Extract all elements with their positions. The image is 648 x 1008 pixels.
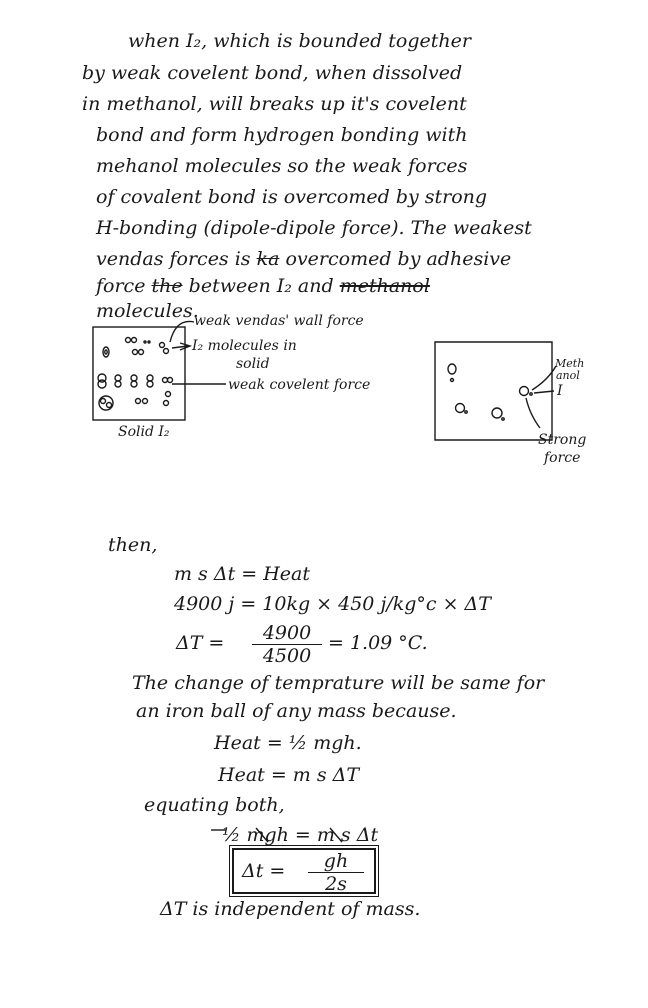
numerator: 4900 [262, 622, 312, 644]
text-line: when I₂, which is bounded together [128, 30, 471, 52]
label-molecules-solid: solid [236, 356, 270, 372]
numerator: gh [323, 850, 349, 872]
label-methanol: Meth [555, 357, 585, 370]
fraction [252, 622, 322, 667]
label-iodine: I [557, 383, 563, 399]
equation: Heat = m s ΔT [218, 764, 360, 786]
text-fragment: vendas forces is [96, 248, 251, 270]
boxed-result [232, 848, 376, 894]
label-molecules: I₂ molecules in [192, 338, 297, 354]
text-line: by weak covelent bond, when dissolved [82, 62, 463, 84]
text-line: H-bonding (dipole-dipole force). The weakest [96, 217, 532, 239]
methanol-box [435, 342, 552, 440]
denominator: 2s [308, 872, 364, 895]
text-line: The change of temprature will be same for [132, 672, 545, 694]
text-line: in methanol, will breaks up it's covelent [82, 93, 467, 115]
struck-word: ka [256, 248, 280, 270]
text-line: of covalent bond is overcomed by strong [96, 186, 488, 208]
equation-rhs: = 1.09 °C. [328, 632, 428, 654]
denominator: 4500 [252, 644, 322, 667]
text-line: molecules. [96, 300, 199, 322]
text-line: then, [108, 534, 158, 556]
text-fragment: overcomed by adhesive [285, 248, 512, 270]
label-vdw-force: weak vendas' wall force [194, 313, 364, 329]
conclusion: ΔT is independent of mass. [160, 898, 421, 920]
text-fragment: force [96, 275, 146, 297]
label-covalent-force: weak covelent force [228, 377, 371, 393]
label-methanol-2: anol [556, 369, 580, 382]
text-line: bond and form hydrogen bonding with [96, 124, 468, 146]
equation: ½ mgh = m s Δt [222, 824, 379, 846]
label-strong: Strong [538, 432, 587, 448]
text-line: equating both, [144, 794, 285, 816]
text-fragment: between I₂ and [188, 275, 334, 297]
text-line: an iron ball of any mass because. [136, 700, 457, 722]
struck-word: the [151, 275, 183, 297]
equation-lhs: ΔT = [176, 632, 225, 654]
fraction [308, 850, 364, 895]
equation: m s Δt = Heat [174, 563, 310, 585]
struck-word: methanol [339, 275, 430, 297]
equation: 4900 j = 10kg × 450 j/kg°c × ΔT [174, 593, 491, 615]
equation: Heat = ½ mgh. [214, 732, 362, 754]
label-force: force [544, 450, 581, 466]
equation-lhs: Δt = [242, 860, 286, 882]
caption-solid-iodine: Solid I₂ [118, 424, 170, 440]
text-line: mehanol molecules so the weak forces [96, 155, 468, 177]
